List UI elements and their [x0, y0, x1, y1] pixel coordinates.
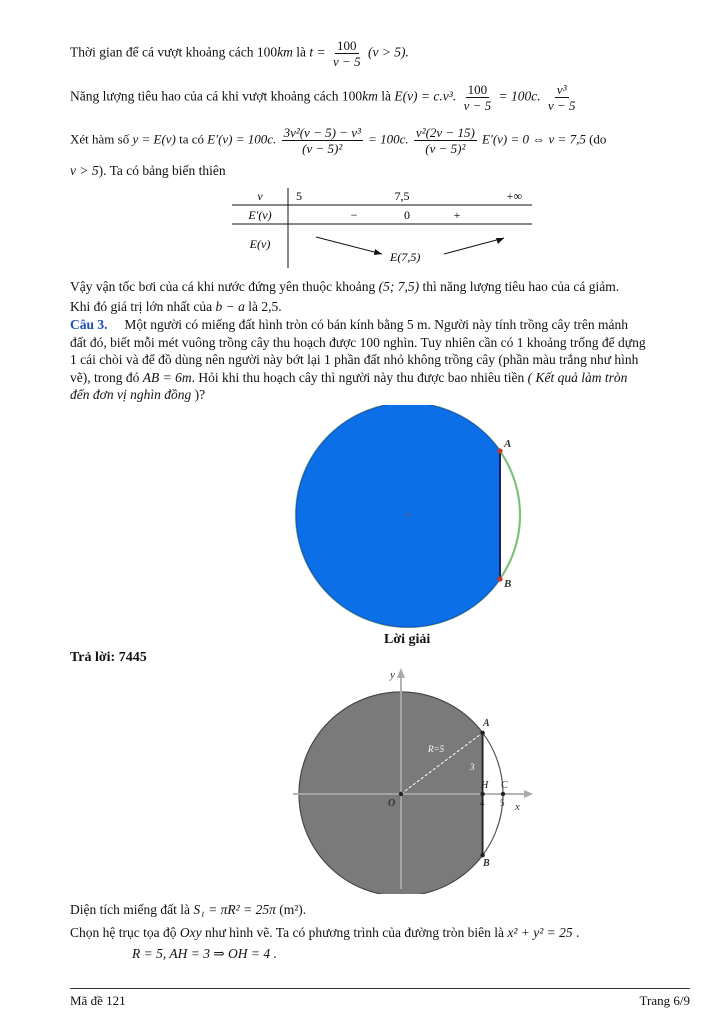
table-v-5: 5	[296, 189, 302, 203]
decreasing-arrow	[316, 237, 382, 254]
label-H: H	[481, 780, 489, 791]
text-line-max: Khi đó giá trị lớn nhất của b − a là 2,5.	[70, 299, 282, 314]
label-B: B	[504, 578, 512, 590]
fraction: $\frac{\text{3v²(v − 5) − v³}}{\text{(v − 5)²}}$	[283, 125, 361, 156]
label-A: A	[483, 718, 490, 729]
label-C: C	[501, 780, 508, 791]
text-line-derivative: Xét hàm số y = E(v) ta có E′(v) = 100c. $\frac{\text{3v²(v − 5) − v³}}{\text{(v − 5)²}}$ = 100c. $\frac{\text{v²(2v − 15)}}{\text{(v − 5)²}}$ E′(v) = 0 ⇔ v = 7,5 (do	[70, 125, 607, 156]
page-number: Trang 6/9	[639, 993, 690, 1008]
label-A: A	[504, 438, 512, 450]
table-label-E: E(v)	[249, 237, 271, 251]
solution-axes: Chọn hệ trục tọa độ Oxy như hình vẽ. Ta có phương trình của đường tròn biên là x² + y² = 25 .	[70, 925, 580, 940]
point-C	[501, 792, 505, 796]
point-B	[480, 853, 484, 857]
table-zero: 0	[404, 208, 410, 222]
planted-region	[299, 692, 483, 894]
fraction: $\frac{\text{v²(2v − 15)}}{\text{(v − 5)²}}$	[415, 125, 475, 156]
question-3: Câu 3. Một người có miếng đất hình tròn có bán kính bằng 5 m. Người này tính trồng cây trên mảnh đất đó, biết mỗi mét vuông trồng cây thu hoạch được 100 nghìn. Tuy nhiên cần có 1 khoảng trống để dựng 1 cái chòi và để đồ dùng nên người này bớt lại 1 phần đất nhỏ không trồng cây (phần màu trắng như hình vẽ), trong đó AB = 6m. Hỏi khi thu hoạch cây thì người này thu được bao nhiêu tiền ( Kết quả làm tròn đến đơn vị nghìn đồng )?	[70, 317, 646, 402]
figure-circle-coordinates	[288, 664, 538, 894]
fraction: $\frac{\text{v³}}{v - 5}$	[547, 82, 576, 113]
point-B	[497, 576, 502, 581]
table-plus: +	[453, 208, 461, 222]
solution-title: Lời giải	[384, 632, 431, 647]
table-min-value: E(7,5)	[390, 250, 421, 264]
table-label-v: v	[257, 189, 263, 203]
variation-table	[232, 186, 537, 270]
text-line-time: Thời gian để cá vượt khoảng cách 100km là t = $\frac{100}{v - 5}$ (v > 5).	[70, 38, 409, 69]
point-A	[480, 731, 484, 735]
point-H	[480, 792, 484, 796]
exam-code: Mã đề 121	[70, 993, 126, 1008]
label-B: B	[483, 858, 490, 869]
axis-label-y: y	[390, 669, 395, 681]
axis-label-x: x	[515, 801, 520, 813]
table-minus: −	[350, 208, 358, 222]
increasing-arrow	[444, 238, 504, 254]
text-line-conclusion: Vậy vận tốc bơi của cá khi nước đứng yên thuộc khoảng (5; 7,5) thì năng lượng tiêu hao của cá giảm.	[70, 279, 620, 294]
label-radius: R=5	[428, 744, 445, 754]
center-mark: +	[405, 510, 411, 520]
fraction: $\frac{100}{v - 5}$	[463, 82, 492, 113]
table-v-inf: +∞	[506, 189, 522, 203]
text-line-table-intro: v > 5). Ta có bảng biến thiên	[70, 163, 226, 178]
answer: Trả lời: 7445	[70, 650, 147, 665]
point-O	[399, 792, 403, 796]
question-label: Câu 3.	[70, 317, 108, 332]
solution-lengths: R = 5, AH = 3 ⇒ OH = 4 .	[132, 946, 277, 961]
x-axis-arrow	[524, 790, 533, 798]
page-footer	[70, 988, 690, 1009]
label-O: O	[388, 798, 396, 809]
y-axis-arrow	[397, 668, 405, 678]
solution-area: Diện tích miếng đất là S₁ = πR² = 25π (m²).	[70, 902, 307, 917]
point-A	[497, 448, 502, 453]
table-label-Ep: E′(v)	[248, 208, 272, 222]
tick-5: 5	[500, 798, 505, 808]
table-v-75: 7,5	[394, 189, 410, 203]
fraction: $\frac{100}{v - 5}$	[333, 38, 361, 69]
figure-circle-blue	[290, 405, 530, 635]
label-AH: 3	[470, 762, 475, 772]
tick-4: 4	[480, 798, 485, 808]
text-line-energy: Năng lượng tiêu hao của cá khi vượt khoảng cách 100km là E(v) = c.v³. $\frac{100}{v - 5}$ = 100c. $\frac{\text{v³}}{v - 5}$	[70, 82, 576, 113]
planted-region	[296, 405, 500, 627]
